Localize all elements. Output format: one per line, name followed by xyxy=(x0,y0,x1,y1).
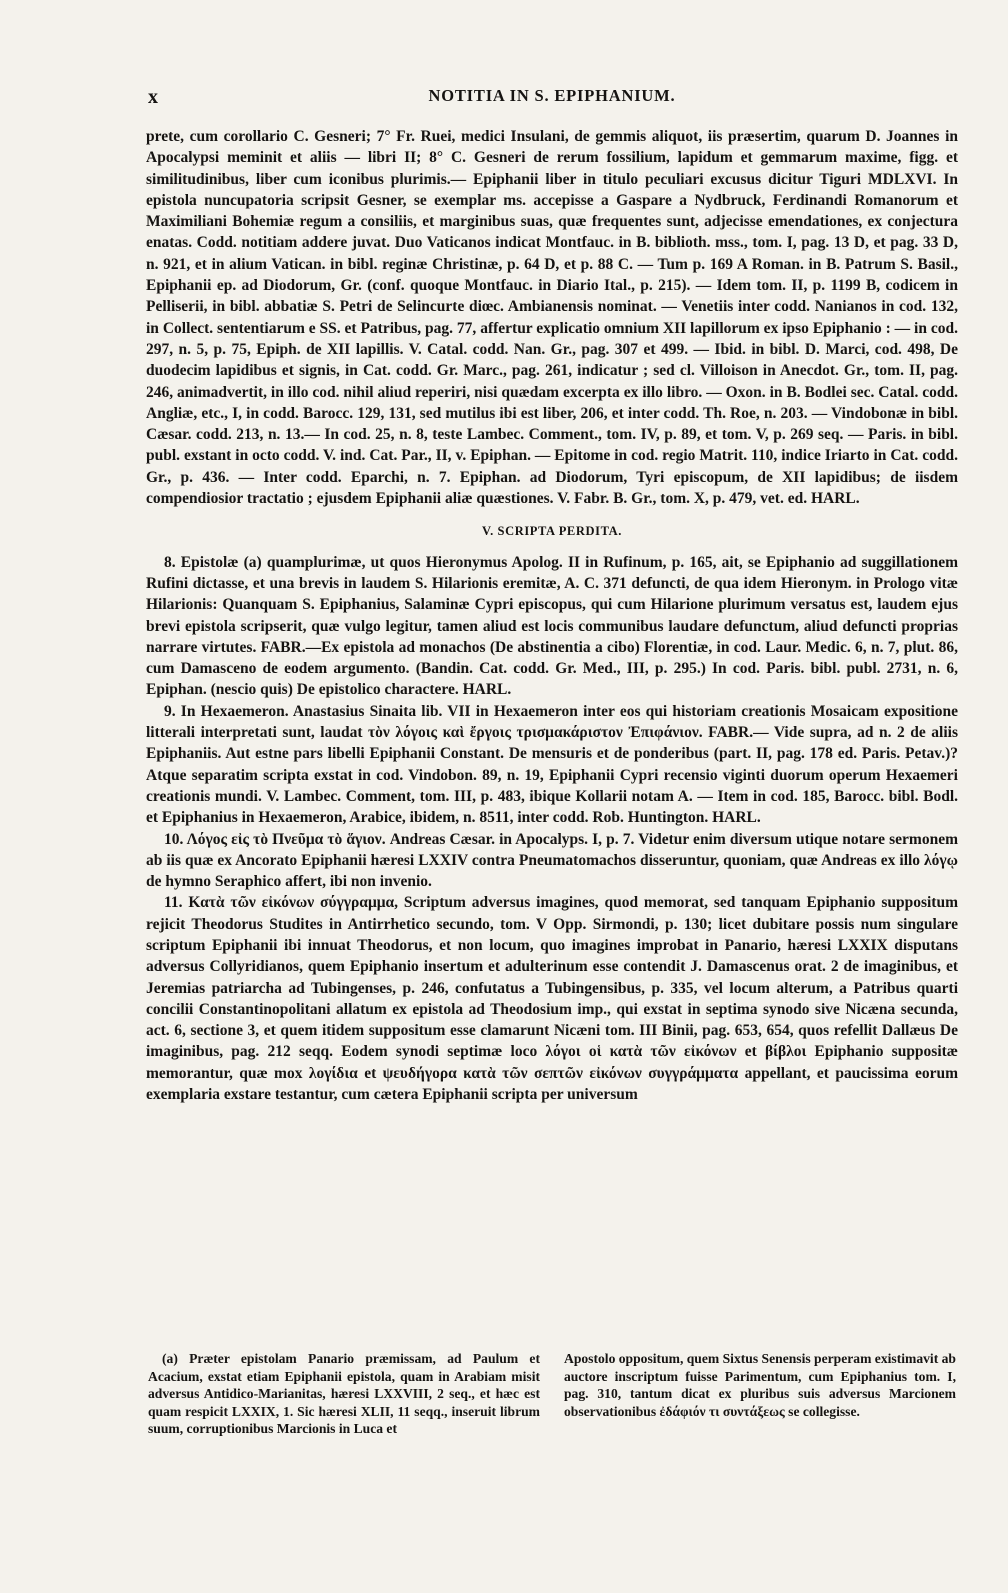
page-header xyxy=(148,86,956,112)
paragraph-10: 10. Λόγος εἰς τὸ Πνεῦμα τὸ ἅγιον. Andreas Cæsar. in Apocalyps. I, p. 7. Videtur enim diversum utique notare sermonem ab iis quæ ex Ancorato Epiphanii hæresi LXXIV contra Pneumatomachos disseruntur, quoniam, quæ Andreas ex illo λόγῳ de hymno Seraphico affert, ibi non invenio. xyxy=(146,830,958,891)
paragraph-11: 11. Κατὰ τῶν εἰκόνων σύγγραμμα, Scriptum adversus imagines, quod memorat, sed tanquam Epiphanio suppositum rejicit Theodorus Studites in Antirrhetico secundo, tom. V Opp. Sirmondi, p. 130; licet dubitare possis num singulare scriptum Epiphanii ibi innuat Theodorus, et non locum, quo imagines improbat in Panario, hæresi LXXIX disputans adversus Collyridianos, quem Epiphanio insertum et adulterinum esse contendit J. Damascenus orat. 2 de imaginibus, et Jeremias patriarcha ad Tubingenses, p. 246, confutatus a Tubingensibus, p. 335, vel locum alterum, a Patribus quarti concilii Constantinopolitani allatum ex epistola ad Theodosium imp., qui exstat in septima synodo sive Nicæna secunda, act. 6, sectione 3, et quem itidem suppositum esse clamarunt Nicæni tom. III Binii, pag. 653, 654, quos refellit Dallæus De imaginibus, pag. 212 seqq. Eodem synodi septimæ loco λόγοι οἱ κατὰ τῶν εἰκόνων et βίβλοι Epiphanio suppositæ memorantur, quæ mox λογίδια et ψευδήγορα κατὰ τῶν σεπτῶν εἰκόνων συγγράμματα appellant, et paucissima eorum exemplaria exstare testantur, cum cætera Epiphanii scripta per universum xyxy=(146,894,958,1104)
footnote-a-continued: Apostolo oppositum, quem Sixtus Senensis perperam existimavit ab auctore inscriptum fuisse Parimentum, cum Epiphanius tom. I, pag. 310, tantum dicat ex pluribus suis adversus Marcionem observationibus ἐδάφιόν τι συντάξεως se collegisse. xyxy=(564,1351,956,1419)
footnote-a: (a) Præter epistolam Panario præmissam, ad Paulum et Acacium, exstat etiam Epiphanii epistola, quam in Arabiam misit adversus Antidico-Marianitas, hæresi LXXVIII, 2 seq., et hæc est quam respicit LXXIX, 1. Sic hæresi XLII, 11 seqq., inseruit librum suum, corruptionibus Marcionis in Luca et xyxy=(148,1351,540,1436)
paragraph-9: 9. In Hexaemeron. Anastasius Sinaita lib. VII in Hexaemeron inter eos qui historiam creationis Mosaicam expositione litterali interpretati sunt, laudat τὸν λόγοις καὶ ἔργοις τρισμακάριστον Ἐπιφάνιον. FABR.— Vide supra, ad n. 2 de aliis Epiphaniis. Aut estne pars libelli Epiphanii Constant. De mensuris et de ponderibus (part. II, pag. 178 ed. Paris. Petav.)? Atque separatim scripta exstat in cod. Vindobon. 89, n. 19, Epiphanii Cypri recensio viginti duorum operum Hexaemeri creationis mundi. V. Lambec. Comment, tom. III, p. 483, ibique Kollarii notam A. — Item in cod. 185, Barocc. bibl. Bodl. et Epiphanius in Hexaemeron, Arabice, ibidem, n. 8511, inter codd. Rob. Huntington. HARL. xyxy=(146,702,958,827)
paragraph-8: 8. Epistolæ (a) quamplurimæ, ut quos Hieronymus Apolog. II in Rufinum, p. 165, ait, se Epiphanio ad suggillationem Rufini dictasse, et una brevis in laudem S. Hilarionis eremitæ, A. C. 371 defuncti, de qua idem Hieronym. in Prologo vitæ Hilarionis: Quanquam S. Epiphanius, Salaminæ Cypri episcopus, qui cum Hilarione plurimum versatus est, laudem ejus brevi epistola scripserit, quæ vulgo legitur, tamen aliud est locis communibus laudare defunctum, aliud defuncti proprias narrare virtutes. FABR.—Ex epistola ad monachos (De abstinentia a cibo) Florentiæ, in cod. Laur. Medic. 6, n. 7, plut. 86, cum Damasceno de eodem argumento. (Bandin. Cat. codd. Gr. Med., III, p. 295.) In cod. Paris. bibl. publ. 2731, n. 6, Epiphan. (nescio quis) De epistolico charactere. HARL. xyxy=(146,553,958,699)
page-number: x xyxy=(148,86,158,108)
paragraph-continued: prete, cum corollario C. Gesneri; 7° Fr. Ruei, medici Insulani, de gemmis aliquot, iis præsertim, quarum D. Joannes in Apocalypsi meminit et aliis — libri II; 8° C. Gesneri de rerum fossilium, lapidum et gemmarum maxime, figg. et similitudinibus, liber cum iconibus plurimis.— Epiphanii liber in titulo peculiari excusus dicitur Tiguri MDLXVI. In epistola nuncupatoria scripsit Gesner, se exemplar ms. accepisse a Gaspare a Nydbruck, Ferdinandi Romanorum et Maximiliani Bohemiæ regum a consiliis, et marginibus suas, quæ frequentes sunt, adjecisse emendationes, ex conjectura enatas. Codd. notitiam addere juvat. Duo Vaticanos indicat Montfauc. in B. biblioth. mss., tom. I, pag. 13 D, et pag. 33 D, n. 921, et in alium Vatican. in bibl. reginæ Christinæ, p. 64 D, et p. 88 C. — Tum p. 169 A Roman. in B. Patrum S. Basil., Epiphanii ep. ad Diodorum, Gr. (conf. quoque Montfauc. in Diario Ital., p. 215). — Idem tom. II, p. 1199 B, codicem in Pelliserii, in bibl. abbatiæ S. Petri de Selincurte diœc. Ambianensis nominat. — Venetiis inter codd. Nanianos in cod. 132, in Collect. sententiarum e SS. et Patribus, pag. 77, affertur explicatio omnium XII lapillorum ex ipso Epiphanio : — in cod. 297, n. 5, p. 75, Epiph. de XII lapillis. V. Catal. codd. Nan. Gr., pag. 307 et 499. — Ibid. in bibl. D. Marci, cod. 498, De duodecim lapidibus et signis, in Cat. codd. Gr. Marc., pag. 261, indicatur ; sed cl. Villoison in Anecdot. Gr., tom. II, pag. 246, animadvertit, in illo cod. nihil aliud reperiri, nisi quædam excerpta ex illo libro. — Oxon. in B. Bodlei sec. Catal. codd. Angliæ, etc., I, in codd. Barocc. 129, 131, sed mutilus ibi est liber, 206, et inter codd. Th. Roe, n. 203. — Vindobonæ in bibl. Cæsar. codd. 213, n. 13.— In cod. 25, n. 8, teste Lambec. Comment., tom. IV, p. 89, et tom. V, p. 269 seq. — Paris. in bibl. publ. exstant in octo codd. V. ind. Cat. Par., II, v. Epiphan. — Epitome in cod. regio Matrit. 110, indice Iriarto in Cat. codd. Gr., p. 436. — Inter codd. Eparchi, n. 7. Epiphan. ad Diodorum, Tyri episcopum, de XII lapidibus; de iisdem compendiosior tractatio ; ejusdem Epiphanii aliæ quæstiones. V. Fabr. B. Gr., tom. X, p. 479, vet. ed. HARL. xyxy=(146,128,958,508)
running-title: NOTITIA IN S. EPIPHANIUM. xyxy=(428,86,676,105)
main-text xyxy=(146,126,958,1105)
footnote-column-right xyxy=(564,1350,956,1438)
footnote-column-left xyxy=(148,1350,540,1438)
footnotes xyxy=(148,1350,956,1438)
section-heading: V. SCRIPTA PERDITA. xyxy=(482,524,622,539)
